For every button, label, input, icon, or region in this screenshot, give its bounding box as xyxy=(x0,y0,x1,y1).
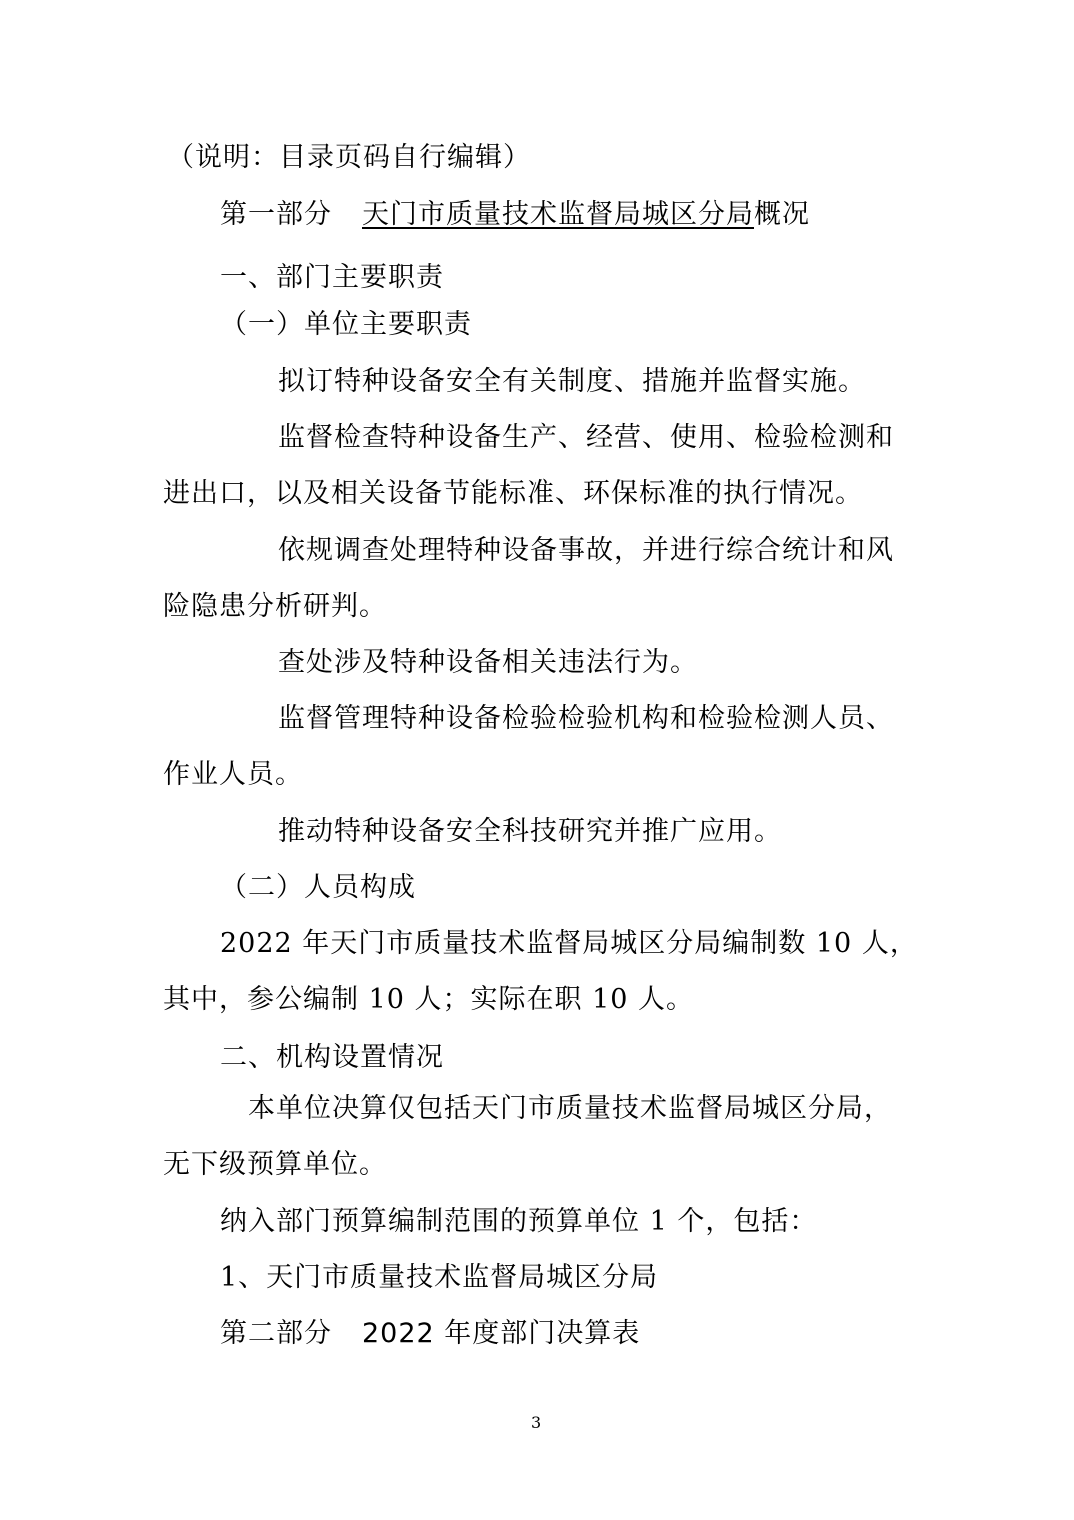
duty-line: 推动特种设备安全科技研究并推广应用。 xyxy=(278,816,782,847)
part2-label: 第二部分 xyxy=(220,1318,332,1349)
duty-line: 进出口，以及相关设备节能标准、环保标准的执行情况。 xyxy=(163,478,863,509)
part1-label: 第一部分 xyxy=(220,199,332,230)
part2-title: 2022 年度部门决算表 xyxy=(362,1318,641,1349)
staff-line: 其中，参公编制 10 人；实际在职 10 人。 xyxy=(163,984,695,1015)
duty-line: 依规调查处理特种设备事故，并进行综合统计和风 xyxy=(278,535,894,566)
section2-line: 纳入部门预算编制范围的预算单位 1 个，包括： xyxy=(220,1206,818,1237)
section2-line: 无下级预算单位。 xyxy=(163,1149,387,1180)
note-line: （说明：目录页码自行编辑） xyxy=(167,142,531,173)
part1-heading xyxy=(220,198,810,232)
duty-line: 查处涉及特种设备相关违法行为。 xyxy=(278,647,698,678)
part2-heading xyxy=(220,1317,640,1351)
part1-title-suffix: 概况 xyxy=(754,199,810,230)
section2-heading: 二、机构设置情况 xyxy=(220,1042,444,1073)
page-number: 3 xyxy=(531,1413,542,1432)
staff-line: 2022 年天门市质量技术监督局城区分局编制数 10 人， xyxy=(220,928,918,959)
duty-line: 监督管理特种设备检验检验机构和检验检测人员、 xyxy=(278,703,894,734)
duty-line: 险隐患分析研判。 xyxy=(163,591,387,622)
section2-line: 1、天门市质量技术监督局城区分局 xyxy=(220,1262,659,1293)
section1-heading: 一、部门主要职责 xyxy=(220,262,444,293)
duty-line: 作业人员。 xyxy=(163,759,303,790)
section1-sub1: （一）单位主要职责 xyxy=(220,309,472,340)
part1-title-underlined: 天门市质量技术监督局城区分局 xyxy=(362,199,754,230)
duty-line: 拟订特种设备安全有关制度、措施并监督实施。 xyxy=(278,366,866,397)
duty-line: 监督检查特种设备生产、经营、使用、检验检测和 xyxy=(278,422,894,453)
section1-sub2: （二）人员构成 xyxy=(220,872,416,903)
section2-line: 本单位决算仅包括天门市质量技术监督局城区分局， xyxy=(248,1093,892,1124)
